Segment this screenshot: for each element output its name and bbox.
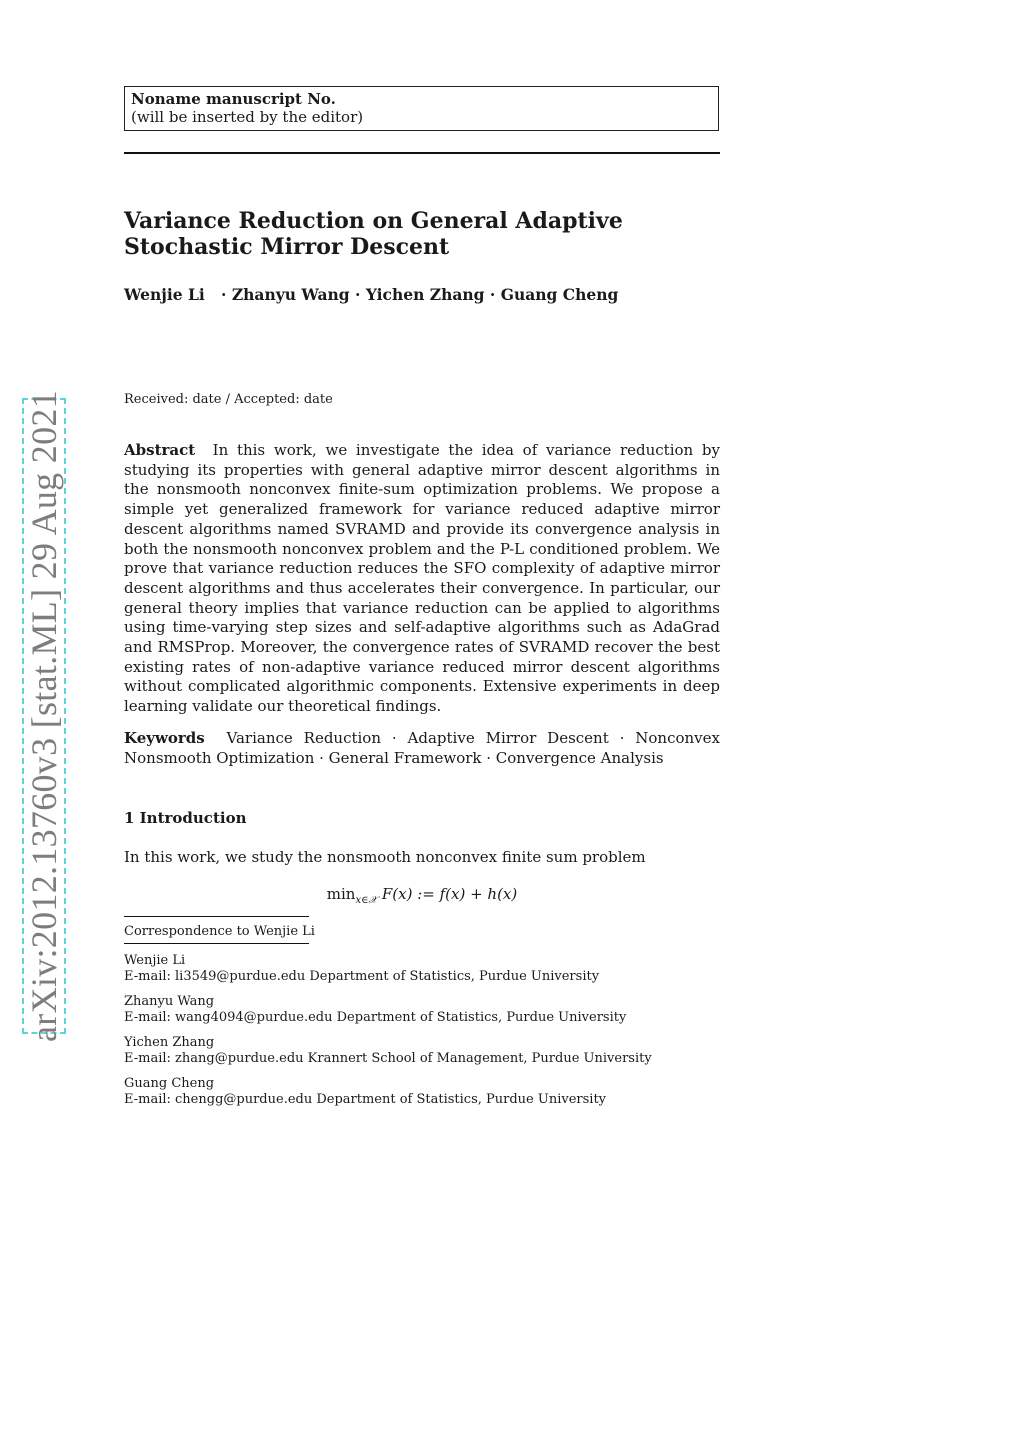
author-1: Wenjie Li — [124, 285, 205, 304]
affiliation-email: E-mail: zhang@purdue.edu Krannert School of Management, Purdue University — [124, 1051, 652, 1067]
manuscript-line1: Noname manuscript No. — [131, 90, 336, 108]
affiliation — [124, 1076, 720, 1108]
affiliation — [124, 1035, 720, 1067]
paper-title: Variance Reduction on General Adaptive Stochastic Mirror Descent — [124, 208, 623, 260]
keywords — [124, 729, 720, 768]
affiliation-name: Guang Cheng — [124, 1076, 215, 1092]
intro-paragraph: In this work, we study the nonsmooth nonconvex finite sum problem — [124, 848, 646, 867]
header-rule — [124, 152, 720, 154]
affiliation — [124, 953, 720, 985]
affiliation — [124, 994, 720, 1026]
affiliation-name: Zhanyu Wang — [124, 994, 215, 1010]
equation-rhs: F(x) := f(x) + h(x) — [381, 885, 518, 904]
abstract-label: Abstract — [124, 441, 196, 459]
manuscript-line2: (will be inserted by the editor) — [131, 108, 364, 126]
section-heading: 1 Introduction — [124, 809, 247, 828]
affiliation-name: Yichen Zhang — [124, 1035, 215, 1051]
affiliation-email: E-mail: li3549@purdue.edu Department of Statistics, Purdue University — [124, 969, 600, 985]
author-3: Yichen Zhang — [365, 285, 485, 304]
abstract — [124, 441, 720, 717]
author-list: Wenjie Li · Zhanyu Wang · Yichen Zhang · Guang Cheng — [124, 285, 619, 304]
manuscript-box — [124, 86, 719, 131]
equation — [124, 885, 720, 906]
affiliation-email: E-mail: chengg@purdue.edu Department of Statistics, Purdue University — [124, 1092, 607, 1108]
keywords-label: Keywords — [124, 728, 205, 747]
author-4: Guang Cheng — [500, 285, 619, 304]
affiliation-email: E-mail: wang4094@purdue.edu Department of Statistics, Purdue University — [124, 1010, 627, 1026]
footnote-rule-2 — [124, 943, 309, 944]
correspondence-note: Correspondence to Wenjie Li — [124, 924, 315, 940]
keywords-text: Variance Reduction · Adaptive Mirror Descent · Nonconvex Nonsmooth Optimization · General Framework · Convergence Analysis — [124, 728, 720, 767]
author-2: Zhanyu Wang — [231, 285, 350, 304]
equation-min: min — [326, 885, 356, 904]
arxiv-stamp — [22, 390, 66, 1042]
paper-page — [124, 86, 720, 1108]
abstract-text: In this work, we investigate the idea of variance reduction by studying its properties with general adaptive mirror descent algorithms in the nonsmooth nonconvex finite-sum optimization problems. We propose a simple yet generalized framework for variance reduced adaptive mirror descent algorithms named SVRAMD and provide its convergence analysis in both the nonsmooth nonconvex problem and the P-L conditioned problem. We prove that variance reduction reduces the SFO complexity of adaptive mirror descent algorithms and thus accelerates their convergence. In particular, our general theory implies that variance reduction can be applied to algorithms using time-varying step sizes and self-adaptive algorithms such as AdaGrad and RMSProp. Moreover, the convergence rates of SVRAMD recover the best existing rates of non-adaptive variance reduced mirror descent algorithms without complicated algorithmic components. Extensive experiments in deep learning validate our theoretical findings. — [124, 441, 720, 716]
received-dates: Received: date / Accepted: date — [124, 392, 333, 407]
arxiv-stamp-text: arXiv:2012.13760v3 [stat.ML] 29 Aug 2021 — [24, 390, 64, 1042]
affiliation-name: Wenjie Li — [124, 953, 186, 969]
equation-sub: x∈𝒳 — [355, 895, 378, 907]
